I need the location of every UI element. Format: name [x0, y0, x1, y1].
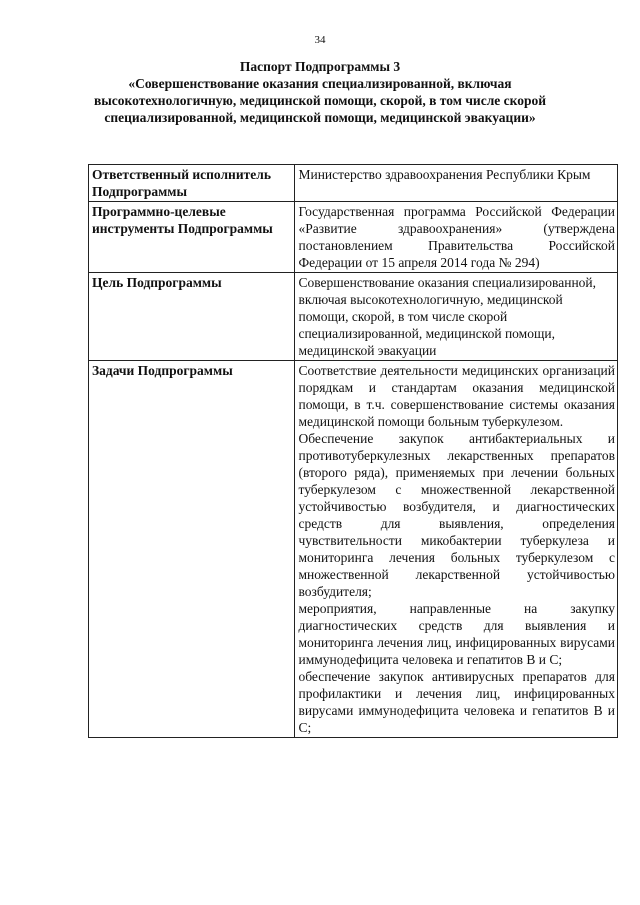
table-row: [89, 202, 618, 273]
title-line-1: Паспорт Подпрограммы 3: [239, 59, 401, 74]
task-paragraph: Обеспечение закупок антибактериальных и противотуберкулезных лекарственных препаратов (второго ряда), применяемых при лечении больных туберкулезом с множественной лекарственной устойчивостью возбудителя, и диагностических средств для выявления, определения чувствительности микобактерии туберкулеза и мониторинга лечения больных туберкулезом с множественной лекарственной устойчивостью возбудителя;: [298, 431, 615, 599]
row-value-tasks: [295, 361, 618, 738]
row-value-goal: Совершенствование оказания специализированной, включая высокотехнологичную, медицинской помощи, скорой, в том числе скорой специализированной, медицинской помощи, медицинской эвакуации: [295, 273, 618, 361]
document-title: [80, 58, 560, 126]
passport-table: [88, 164, 618, 738]
task-paragraph: обеспечение закупок антивирусных препаратов для профилактики и лечения лиц, инфицированных вирусами иммунодефицита человека и гепатитов В и С;: [298, 669, 615, 735]
task-paragraph: Соответствие деятельности медицинских организаций порядкам и стандартам оказания медицинской помощи, в т.ч. совершенствование системы оказания медицинской помощи больным туберкулезом.: [298, 363, 615, 429]
title-line-2: «Совершенствование оказания специализированной, включая высокотехнологичную, медицинской помощи, скорой, в том числе скорой специализированной, медицинской помощи, медицинской эвакуации»: [93, 76, 547, 125]
row-value-instruments: Государственная программа Российской Федерации «Развитие здравоохранения» (утверждена постановлением Правительства Российской Федерации от 15 апреля 2014 года № 294): [295, 202, 618, 273]
task-paragraph: мероприятия, направленные на закупку диагностических средств для выявления и мониторинга лечения лиц, инфицированных вирусами иммунодефицита человека и гепатитов В и С;: [298, 601, 615, 667]
row-label-instruments: Программно-целевые инструменты Подпрограммы: [89, 202, 295, 273]
page-number: 34: [314, 34, 326, 46]
table-row: [89, 165, 618, 202]
table-row: [89, 361, 618, 738]
table-row: [89, 273, 618, 361]
row-label-tasks: Задачи Подпрограммы: [89, 361, 295, 738]
row-label-responsible: Ответственный исполнитель Подпрограммы: [89, 165, 295, 202]
row-value-responsible: Министерство здравоохранения Республики Крым: [295, 165, 618, 202]
row-label-goal: Цель Подпрограммы: [89, 273, 295, 361]
